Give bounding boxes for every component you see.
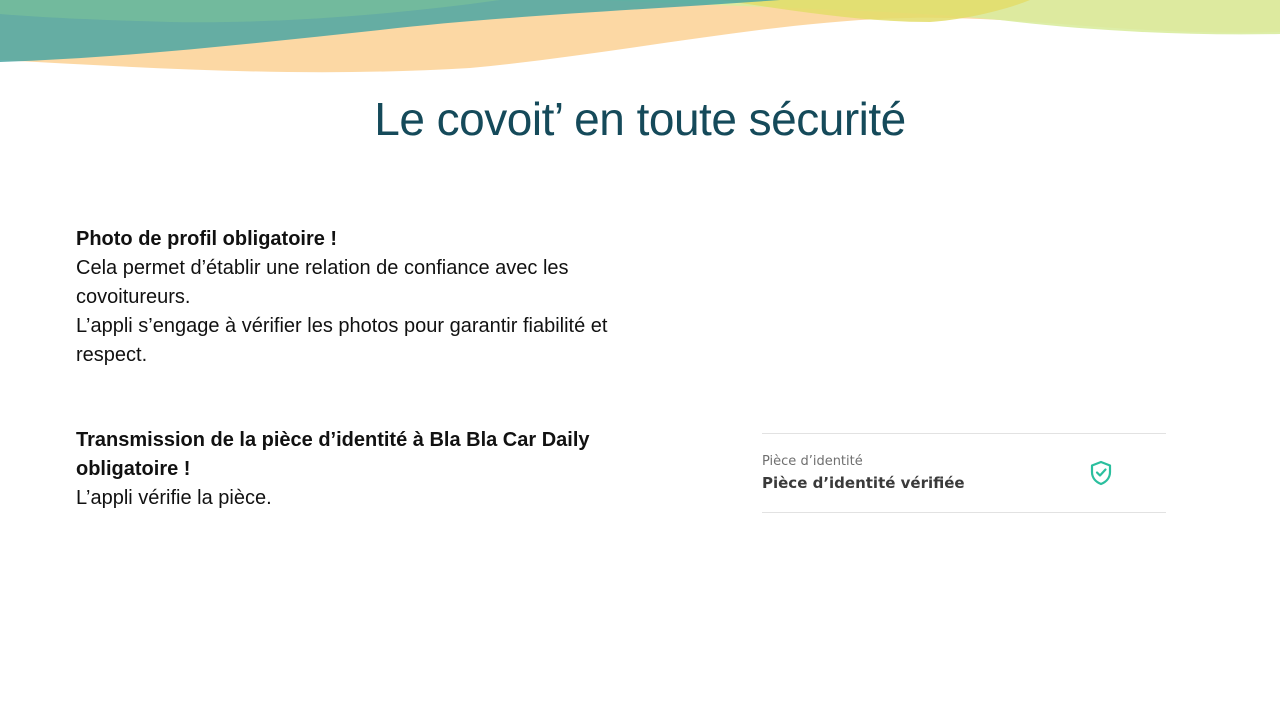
id-document-heading: Transmission de la pièce d’identité à Bla Bla Car Daily	[76, 429, 590, 451]
decorative-wave-banner	[0, 0, 1280, 80]
photo-profile-heading: Photo de profil obligatoire !	[76, 228, 338, 250]
id-document-heading: obligatoire !	[76, 458, 191, 480]
id-card-label: Pièce d’identité	[762, 454, 863, 469]
id-card-value: Pièce d’identité vérifiée	[762, 474, 965, 492]
id-document-section	[76, 426, 676, 513]
slide-title: Le covoit’ en toute sécurité	[374, 93, 906, 145]
shield-check-icon	[1089, 460, 1113, 486]
photo-profile-section	[76, 225, 676, 370]
photo-profile-line: Cela permet d’établir une relation de confiance avec les	[76, 257, 569, 279]
photo-profile-line: respect.	[76, 344, 148, 366]
photo-profile-line: L’appli s’engage à vérifier les photos pour garantir fiabilité et	[76, 315, 608, 337]
photo-profile-line: covoitureurs.	[76, 286, 191, 308]
id-verification-card	[762, 433, 1166, 513]
id-document-line: L’appli vérifie la pièce.	[76, 487, 272, 509]
